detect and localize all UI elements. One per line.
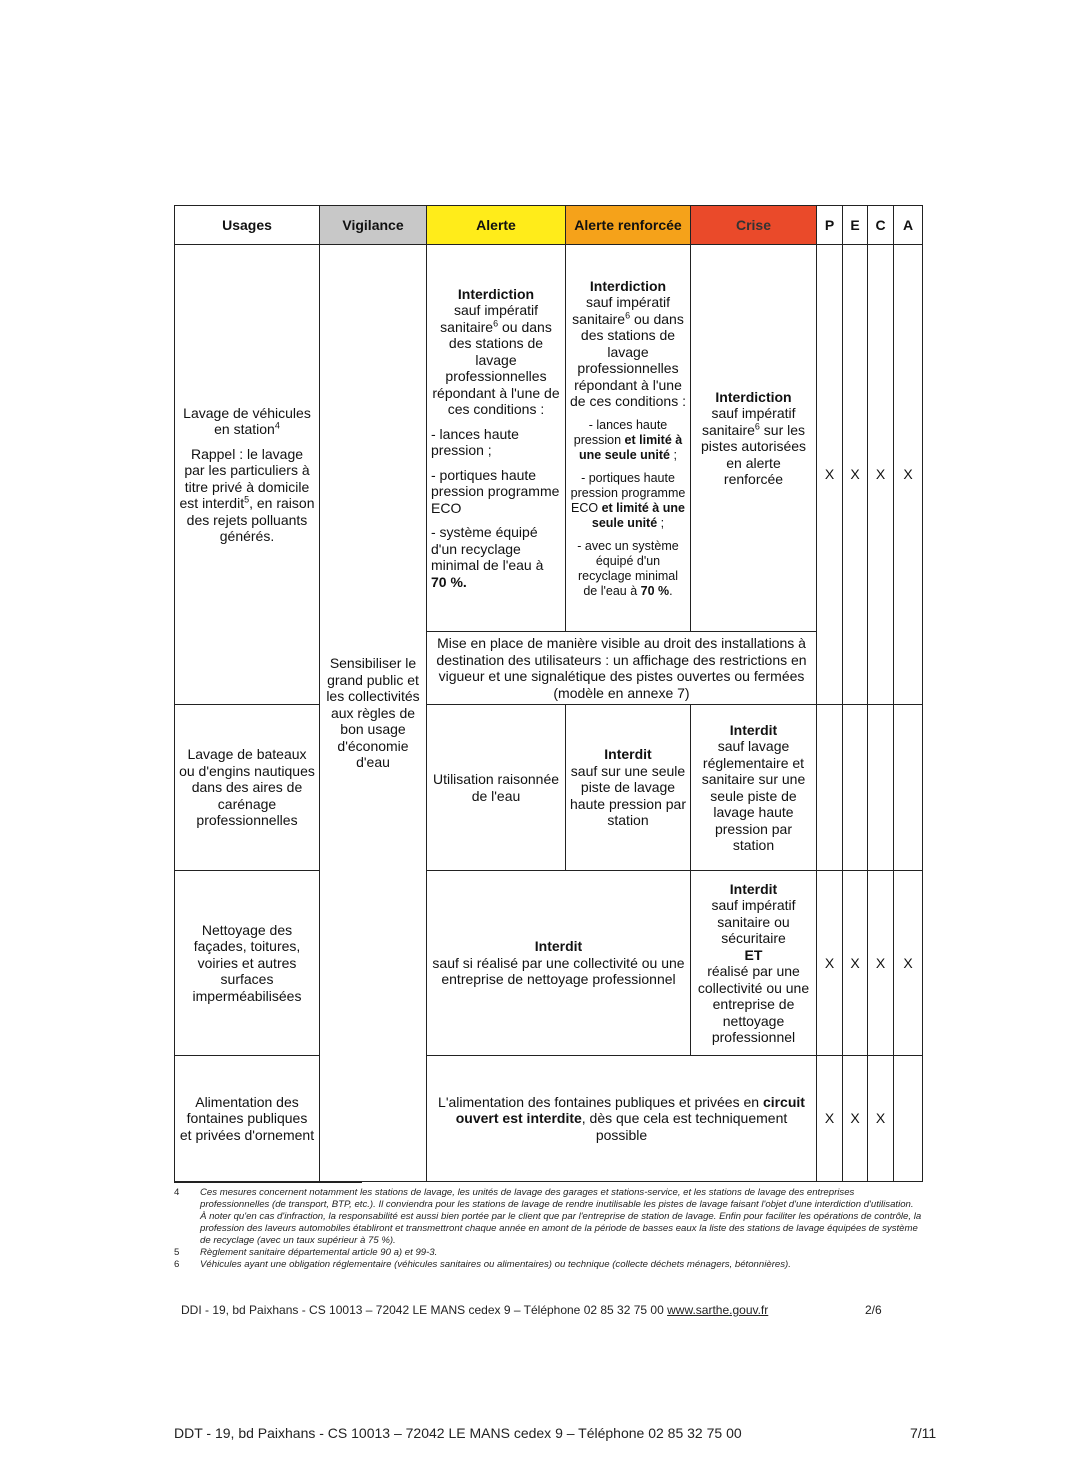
table-row [175,705,923,871]
mark-empty [894,705,923,871]
footnote-5: 5 Règlement sanitaire départemental article 90 a) et 99-3. [174,1247,438,1258]
usage-fontaines: Alimentation des fontaines publiques et privées d'ornement [175,1056,320,1182]
outer-page-number: 7/11 [910,1425,937,1441]
website-link[interactable]: www.sarthe.gouv.fr [667,1303,769,1317]
alerte-lavage-bateaux: Utilisation raisonnée de l'eau [427,705,566,871]
mark-p-row4: X [817,1056,843,1182]
usage-lavage-bateaux: Lavage de bateaux ou d'engins nautiques dans des aires de carénage professionnelles [175,705,320,871]
mark-empty [868,705,894,871]
mark-empty [843,705,868,871]
notice-affichage: Mise en place de manière visible au droit des installations à destination des utilisateurs : un affichage des restrictions en vigueur et une signalétique des pistes ouvertes ou fermées (modèle en annexe 7) [427,632,817,705]
header-alerte-renforcee: Alerte renforcée [566,206,691,245]
header-usages: Usages [175,206,320,245]
table-row [175,871,923,1056]
fontaines-restriction: L'alimentation des fontaines publiques et privées en circuit ouvert est interdite, dès que cela est techniquement possible [427,1056,817,1182]
header-alerte: Alerte [427,206,566,245]
usage-nettoyage-facades: Nettoyage des façades, toitures, voiries et autres surfaces imperméabilisées [175,871,320,1056]
mark-a-row3: X [894,871,923,1056]
inner-page-number: 2/6 [865,1303,882,1317]
outer-footer-address: DDT - 19, bd Paixhans - CS 10013 – 72042 LE MANS cedex 9 – Téléphone 02 85 32 75 00 [174,1425,742,1441]
renforcee-lavage-vehicules: Interdiction sauf impératif sanitaire$^6$ ou dans des stations de lavage professionnelles répondant à l'une de ces conditions : - lances haute pression et limité à une seule unité ; - portiques haute pression programme ECO et limité à une seule unité ; - avec un système équipé d'un recyclage minimal de l'eau à 70 %. [566,245,691,632]
table-header-row [175,206,923,245]
alerte-lavage-vehicules: Interdiction sauf impératif sanitaire$^6$ ou dans des stations de lavage professionnelles répondant à l'une de ces conditions : - lances haute pression ; - portiques haute pression programme ECO - système équipé d'un recyclage minimal de l'eau à 70 %. [427,245,566,632]
crise-lavage-vehicules: Interdiction sauf impératif sanitaire$^6$ sur les pistes autorisées en alerte renforcée [691,245,817,632]
footnotes [174,1182,922,1271]
mark-e-row4: X [843,1056,868,1182]
mark-c-row1: X [868,245,894,705]
header-a: A [894,206,923,245]
outer-page-footer [174,1425,944,1441]
header-p: P [817,206,843,245]
header-c: C [868,206,894,245]
crise-nettoyage: Interdit sauf impératif sanitaire ou sécuritaire ET réalisé par une collectivité ou une entreprise de nettoyage professionnel [691,871,817,1056]
alerte-renforcee-nettoyage: Interdit sauf si réalisé par une collectivité ou une entreprise de nettoyage professionnel [427,871,691,1056]
header-vigilance: Vigilance [320,206,427,245]
footnote-separator [174,1182,362,1183]
table-row [175,245,923,632]
mark-empty [894,1056,923,1182]
mark-e-row1: X [843,245,868,705]
footnote-6: 6 Véhicules ayant une obligation réglementaire (véhicules sanitaires ou alimentaires) ou technique (collecte déchets ménagers, bétonnières). [174,1259,791,1270]
vigilance-cell: Sensibiliser le grand public et les collectivités aux règles de bon usage d'économie d'eau [320,245,427,1182]
mark-e-row3: X [843,871,868,1056]
mark-c-row4: X [868,1056,894,1182]
mark-c-row3: X [868,871,894,1056]
header-crise: Crise [691,206,817,245]
inner-page-footer [181,1303,901,1317]
crise-lavage-bateaux: Interdit sauf lavage réglementaire et sanitaire sur une seule piste de lavage haute pression par station [691,705,817,871]
renforcee-lavage-bateaux: Interdit sauf sur une seule piste de lavage haute pression par station [566,705,691,871]
table-row [175,1056,923,1182]
mark-p-row1: X [817,245,843,705]
restrictions-table [174,205,923,1182]
mark-p-row3: X [817,871,843,1056]
header-e: E [843,206,868,245]
footnote-4: 4 Ces mesures concernent notamment les stations de lavage, les unités de lavage des garages et stations-service, et les stations de lavage des entreprises professionnelles (de transport, BTP, etc.). Il conviendra pour les stations de lavage de rendre inutilisable les pistes de lavage faisant l'objet d'une interdiction d'utilisation. À noter qu'en cas d'infraction, la responsabilité est aussi bien portée par le client que par l'entreprise de station de lavage. Enfin pour faciliter les opérations de contrôle, la profession des laveurs automobiles établiront et transmettront chaque année en amont de la période de basses eaux la liste des stations de lavage équipées de système de recyclage (avec un taux supérieur à 75 %). [174,1187,922,1246]
mark-empty [817,705,843,871]
inner-footer-address: DDI - 19, bd Paixhans - CS 10013 – 72042 LE MANS cedex 9 – Téléphone 02 85 32 75 00 [181,1303,668,1317]
usage-lavage-vehicules: Lavage de véhicules en station$^4$ Rappel : le lavage par les particuliers à titre privé à domicile est interdit$^5$, en raison des rejets polluants générés. [175,245,320,705]
mark-a-row1: X [894,245,923,705]
